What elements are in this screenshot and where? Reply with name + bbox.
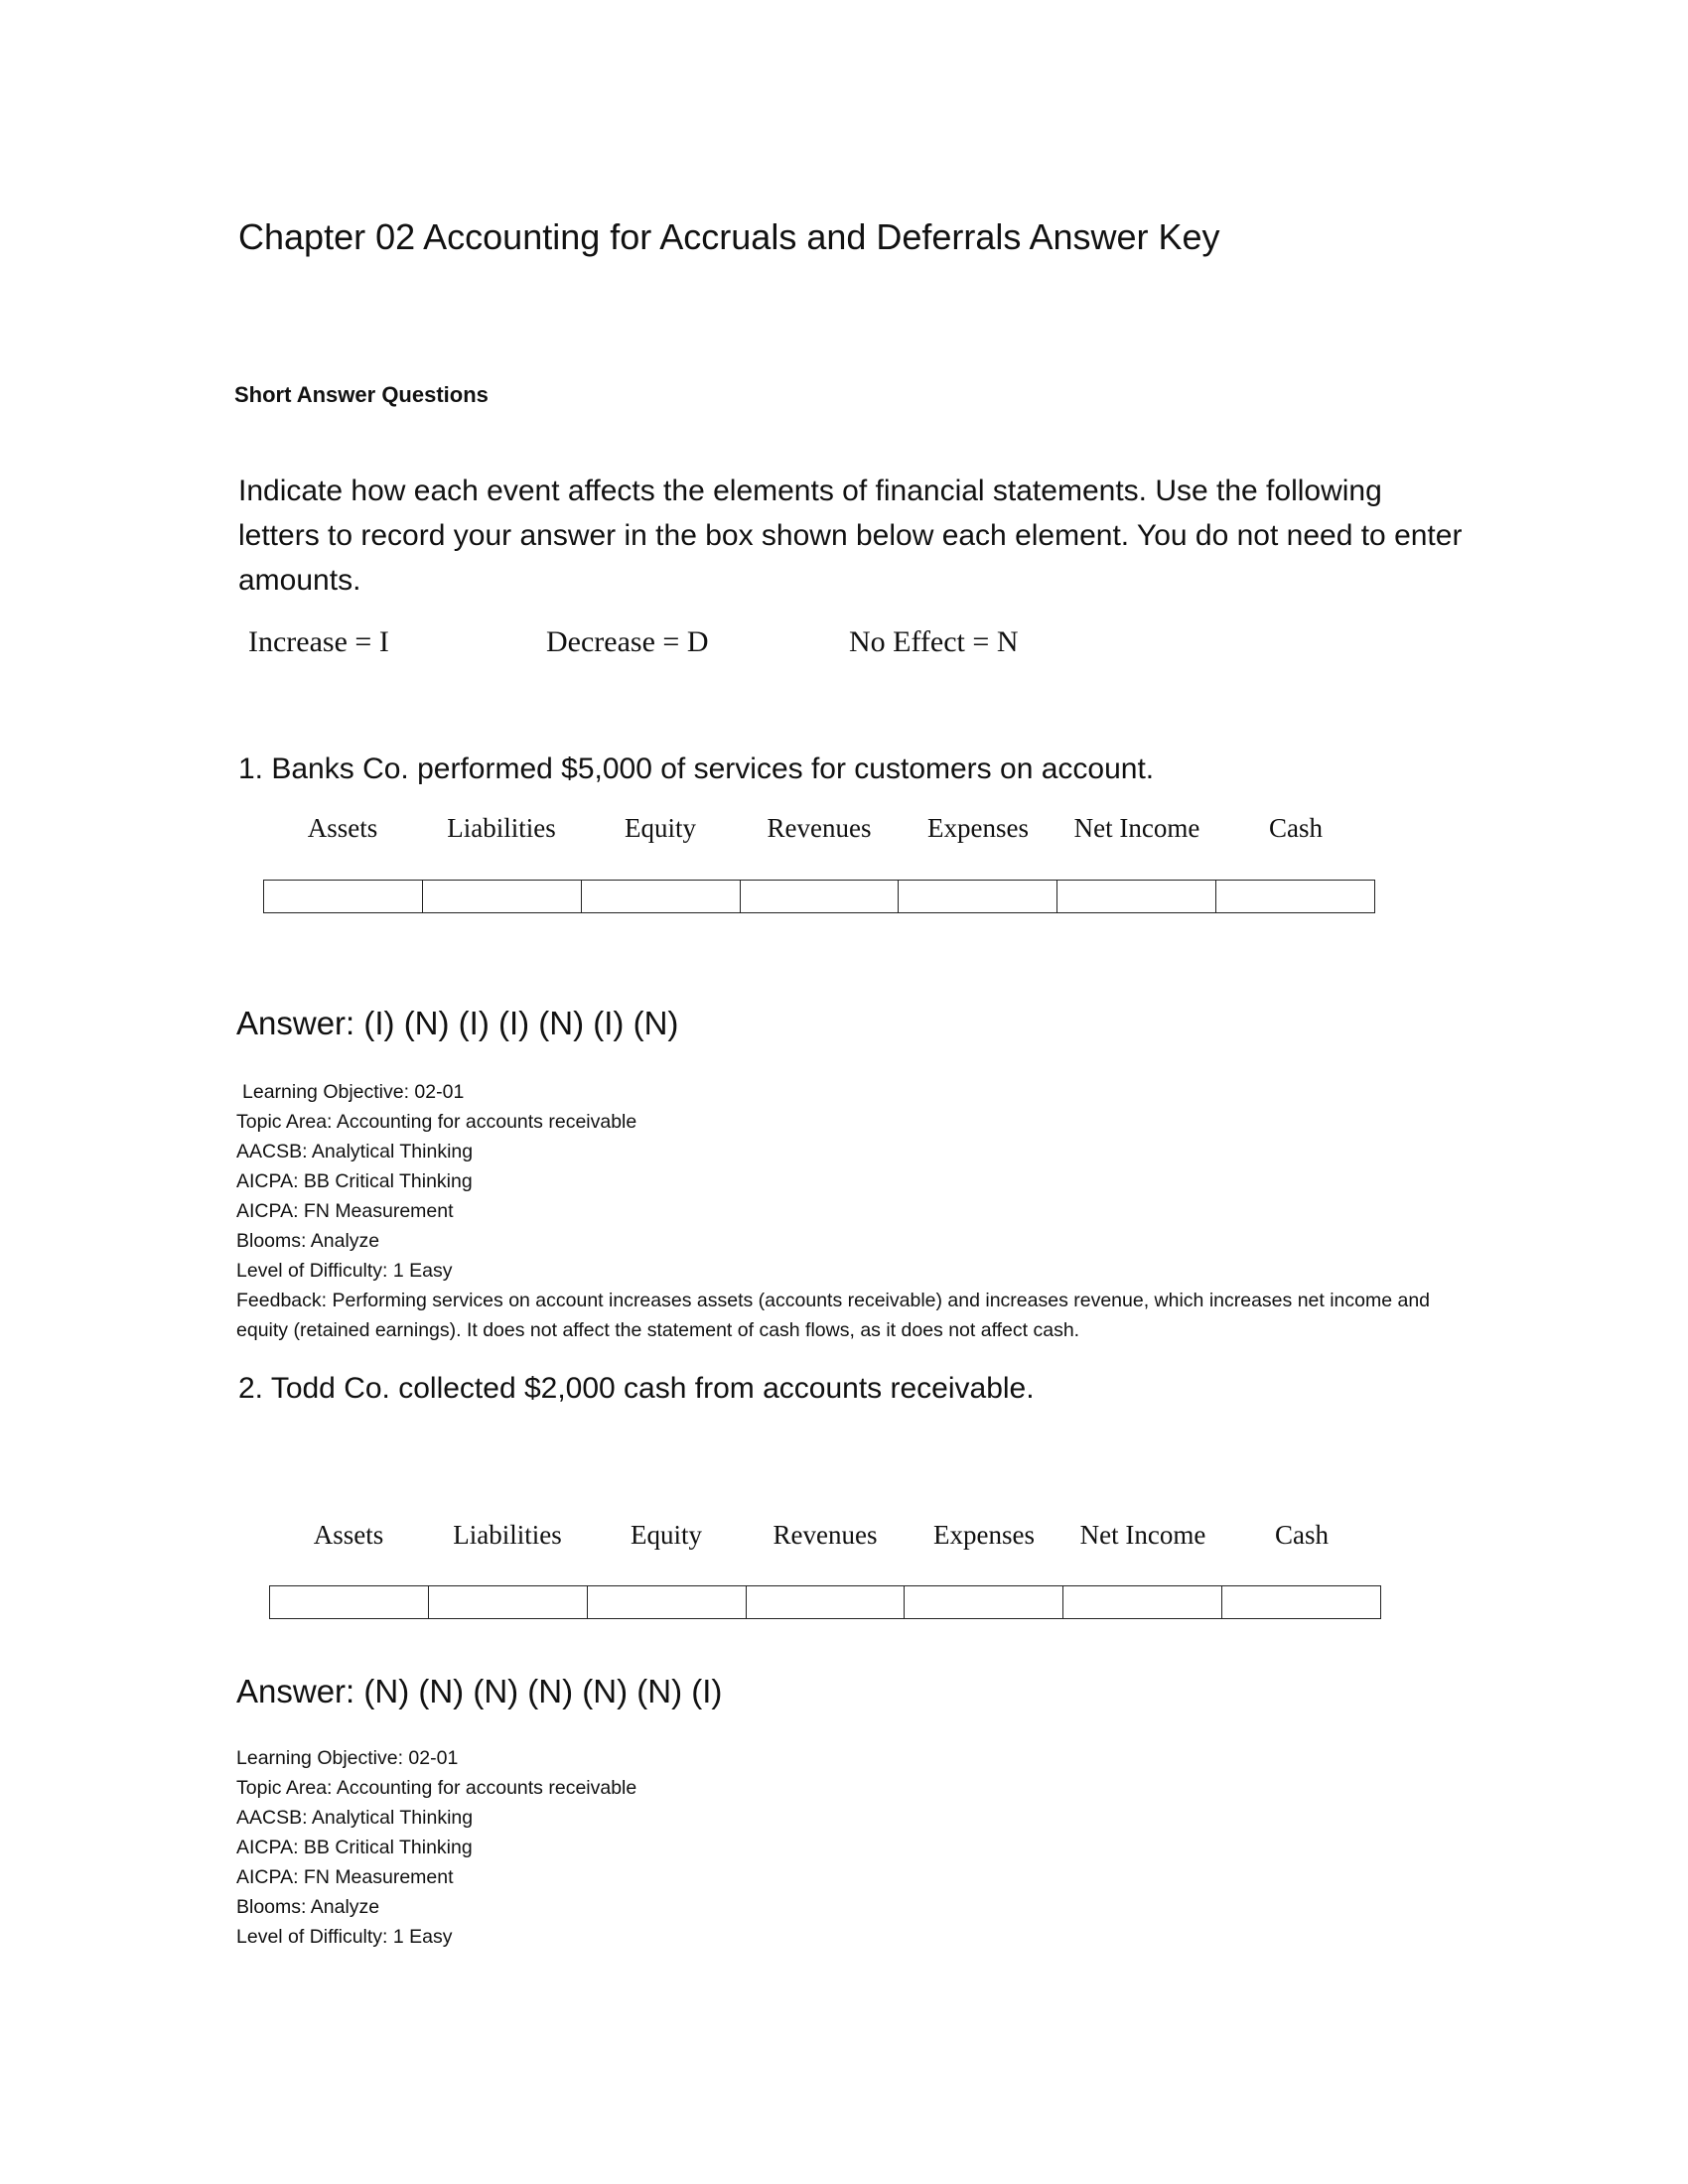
q2-header-net-income: Net Income [1079, 1520, 1206, 1550]
q2-cell-revenues[interactable] [747, 1586, 906, 1618]
q1-header-cash: Cash [1269, 813, 1323, 843]
q1-header-liabilities: Liabilities [447, 813, 556, 843]
q1-cell-net-income[interactable] [1057, 881, 1216, 912]
q2-header-liabilities: Liabilities [453, 1520, 562, 1550]
q2-answer-grid [269, 1585, 1381, 1619]
q2-header-expenses: Expenses [933, 1520, 1035, 1550]
q1-cell-revenues[interactable] [741, 881, 900, 912]
q2-cell-net-income[interactable] [1063, 1586, 1222, 1618]
q1-header-net-income: Net Income [1073, 813, 1200, 843]
q2-cell-equity[interactable] [588, 1586, 747, 1618]
legend-increase: Increase = I [248, 625, 389, 658]
q1-header-expenses: Expenses [927, 813, 1029, 843]
section-heading: Short Answer Questions [234, 382, 489, 407]
q1-cell-expenses[interactable] [899, 881, 1057, 912]
q2-meta-line: AICPA: FN Measurement [236, 1866, 454, 1888]
q1-meta-line: Level of Difficulty: 1 Easy [236, 1260, 453, 1282]
q2-meta-line: Topic Area: Accounting for accounts receivable [236, 1777, 637, 1799]
q2-meta-line: Learning Objective: 02-01 [236, 1747, 459, 1769]
legend-decrease: Decrease = D [546, 625, 709, 658]
q1-cell-assets[interactable] [264, 881, 423, 912]
q1-meta-line: Topic Area: Accounting for accounts receivable [236, 1111, 637, 1133]
q2-cell-liabilities[interactable] [429, 1586, 588, 1618]
question-1-prompt: 1. Banks Co. performed $5,000 of services for customers on account. [238, 752, 1155, 785]
q1-meta-line: AICPA: FN Measurement [236, 1200, 454, 1222]
page-title: Chapter 02 Accounting for Accruals and Deferrals Answer Key [238, 216, 1220, 257]
q2-meta-line: Level of Difficulty: 1 Easy [236, 1926, 453, 1948]
question-2-metadata [236, 1743, 636, 1952]
q2-cell-assets[interactable] [270, 1586, 429, 1618]
q1-cell-equity[interactable] [582, 881, 741, 912]
q1-header-equity: Equity [625, 813, 696, 843]
q1-meta-line: Blooms: Analyze [236, 1230, 380, 1252]
q2-cell-expenses[interactable] [905, 1586, 1063, 1618]
q1-meta-line: AACSB: Analytical Thinking [236, 1141, 474, 1162]
q1-meta-line: Feedback: Performing services on account increases assets (accounts receivable) and increases revenue, which increases net income and [236, 1290, 1431, 1311]
q2-header-assets: Assets [313, 1520, 384, 1550]
instructions: Indicate how each event affects the elements of financial statements. Use the following letters to record your answer in the box shown below each element. You do not need to enter amounts. [238, 475, 1463, 597]
q2-meta-line: Blooms: Analyze [236, 1896, 380, 1918]
q1-answer-grid [263, 880, 1375, 913]
q1-header-assets: Assets [307, 813, 378, 843]
q1-meta-line: equity (retained earnings). It does not affect the statement of cash flows, as it does not affect cash. [236, 1319, 1080, 1341]
q1-meta-line: Learning Objective: 02-01 [242, 1081, 465, 1103]
q2-cell-cash[interactable] [1222, 1586, 1380, 1618]
legend-no-effect: No Effect = N [849, 625, 1019, 658]
q1-header-revenues: Revenues [767, 813, 872, 843]
q2-header-equity: Equity [631, 1520, 702, 1550]
q2-header-revenues: Revenues [773, 1520, 878, 1550]
question-2-answer: Answer: (N) (N) (N) (N) (N) (N) (I) [236, 1673, 723, 1709]
q2-header-cash: Cash [1275, 1520, 1329, 1550]
q1-cell-cash[interactable] [1216, 881, 1374, 912]
question-1-metadata [236, 1077, 1430, 1345]
q2-meta-line: AICPA: BB Critical Thinking [236, 1837, 473, 1858]
q2-meta-line: AACSB: Analytical Thinking [236, 1807, 474, 1829]
q1-cell-liabilities[interactable] [423, 881, 582, 912]
question-1-answer: Answer: (I) (N) (I) (I) (N) (I) (N) [236, 1005, 679, 1041]
question-2-prompt: 2. Todd Co. collected $2,000 cash from accounts receivable. [238, 1372, 1035, 1405]
q1-meta-line: AICPA: BB Critical Thinking [236, 1170, 473, 1192]
